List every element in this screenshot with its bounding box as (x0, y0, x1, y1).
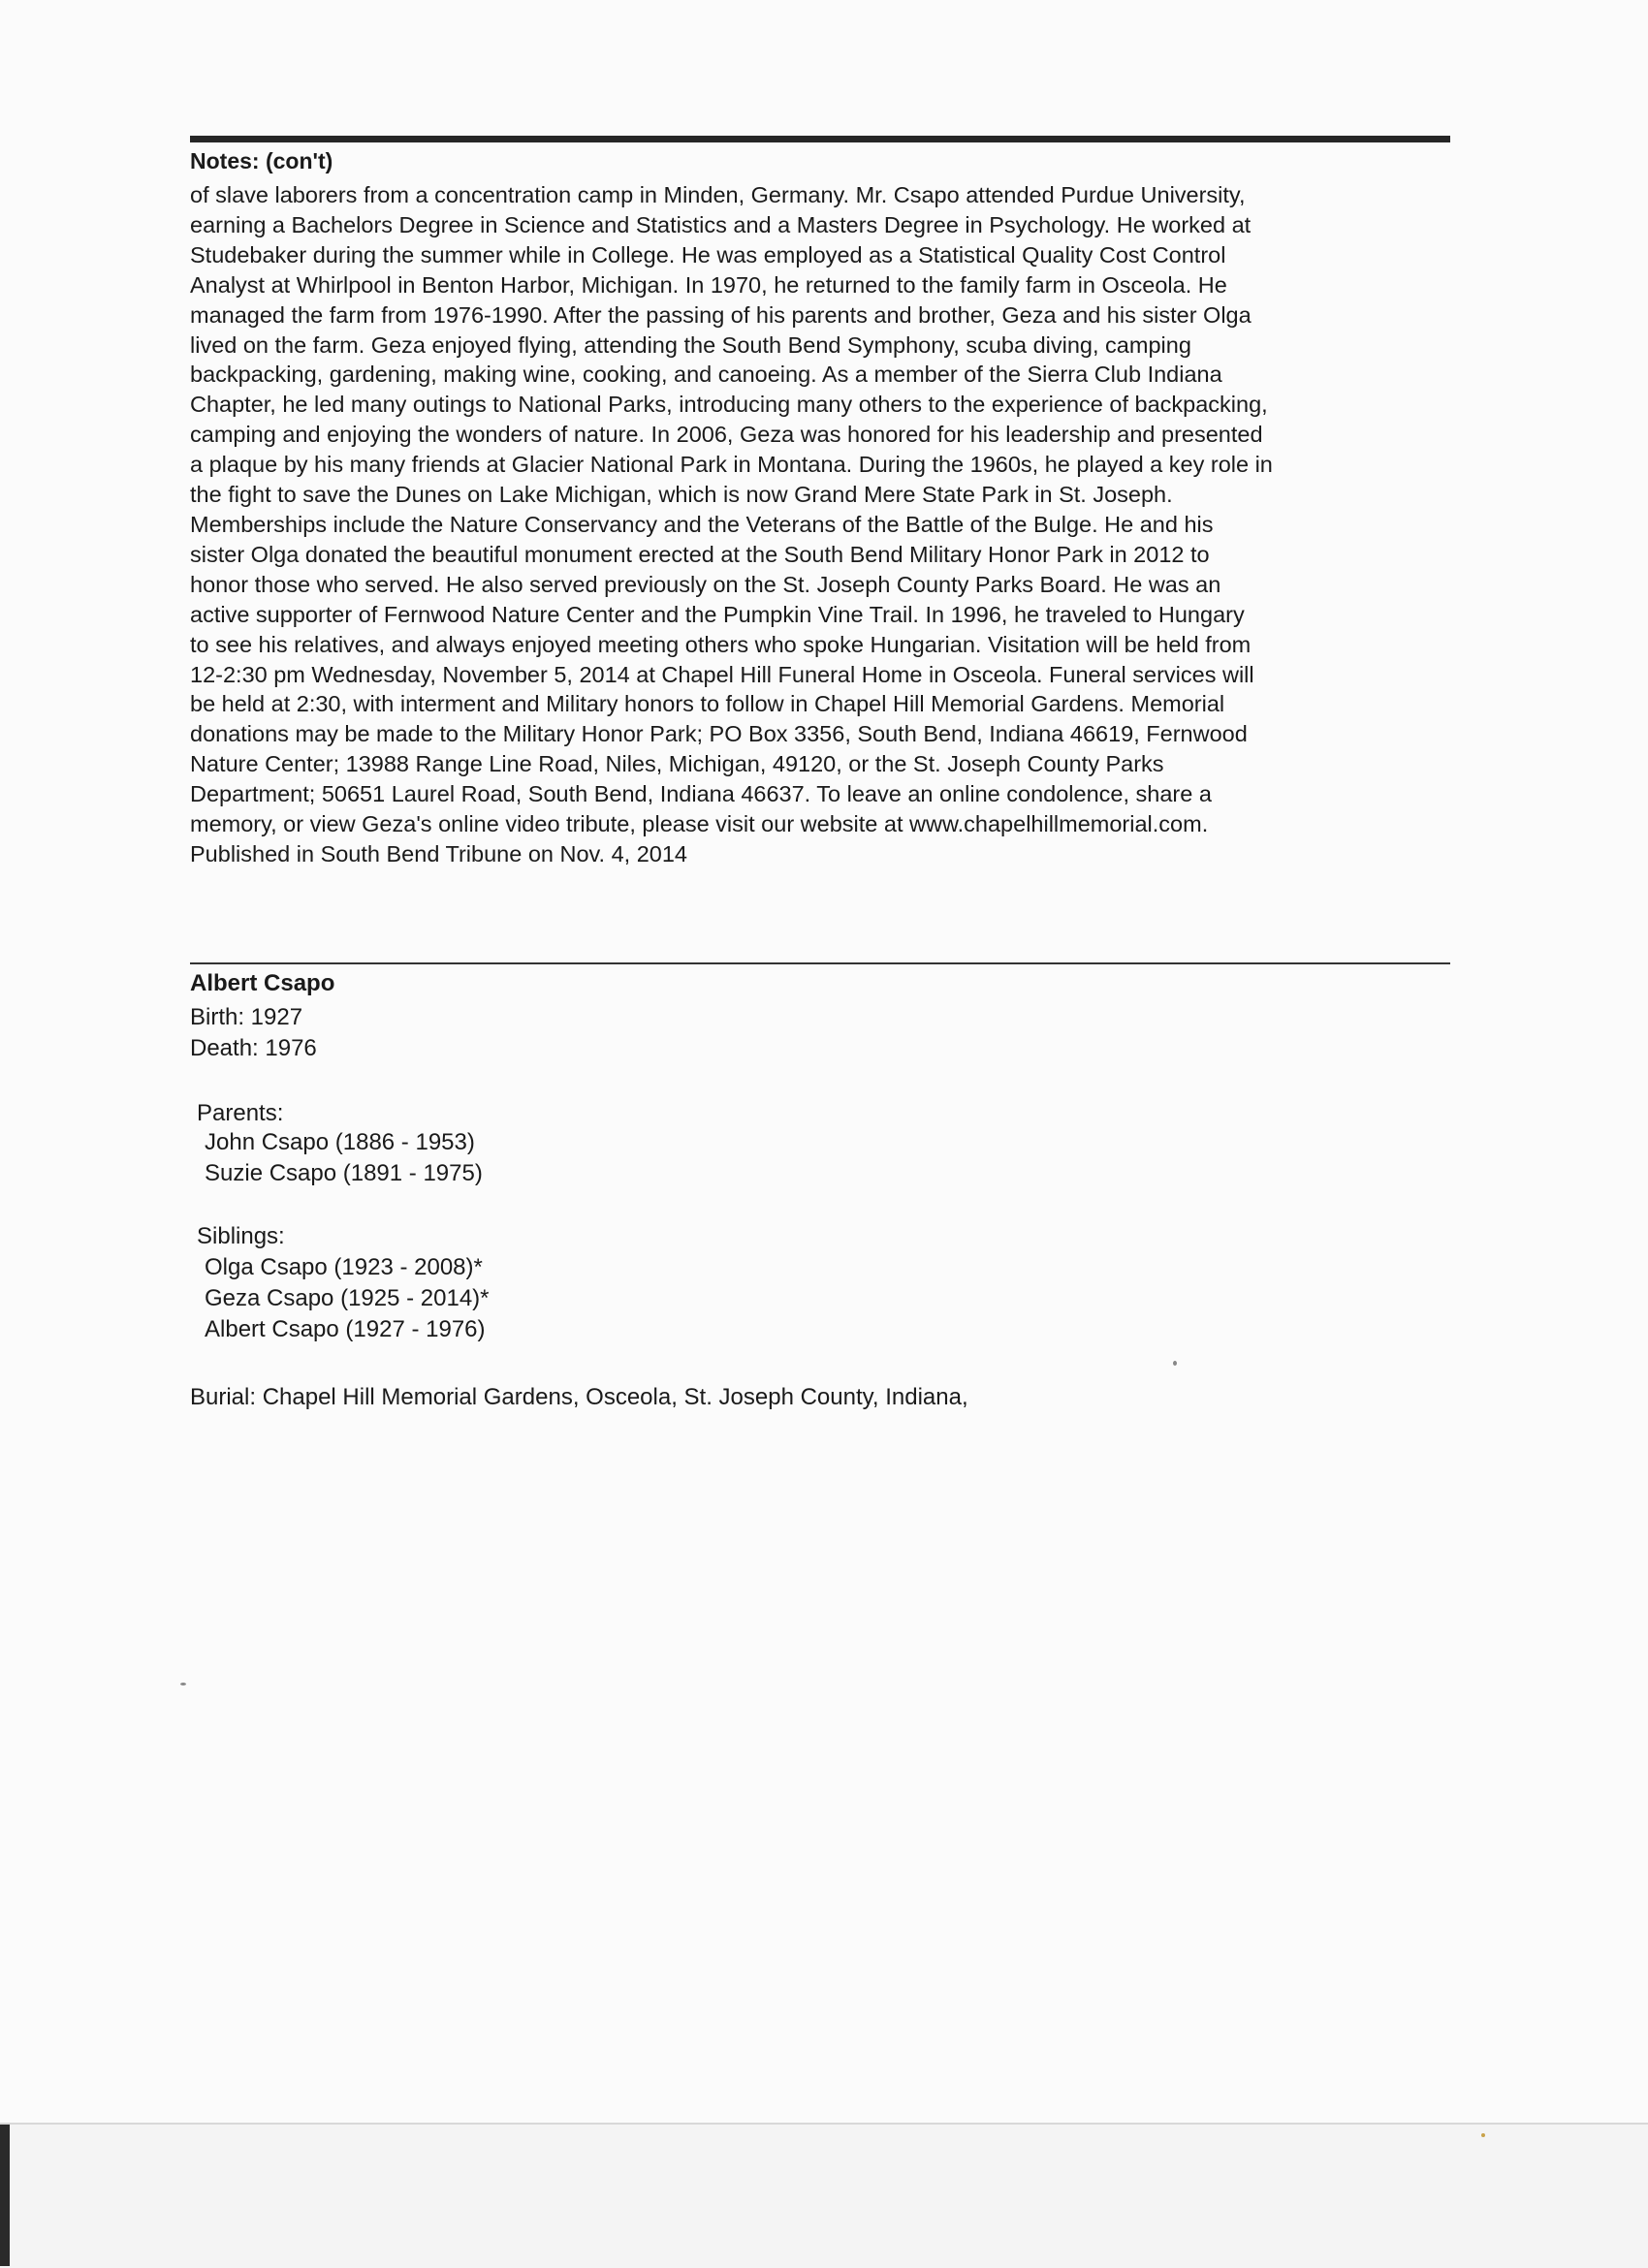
birth-year: Birth: 1927 (190, 1004, 303, 1030)
notes-line: Nature Center; 13988 Range Line Road, Niles, Michigan, 49120, or the St. Joseph County Parks (190, 751, 1164, 777)
notes-heading: Notes: (con't) (190, 148, 333, 173)
sibling-entry: Geza Csapo (1925 - 2014)* (205, 1285, 490, 1311)
notes-line: earning a Bachelors Degree in Science and Statistics and a Masters Degree in Psychology. He worked at (190, 211, 1252, 237)
notes-line: camping and enjoying the wonders of nature. In 2006, Geza was honored for his leadership and presented (190, 422, 1263, 448)
person-name: Albert Csapo (190, 970, 335, 996)
scan-speck (1481, 2133, 1485, 2137)
notes-line: Memberships include the Nature Conservancy and the Veterans of the Battle of the Bulge. He and his (190, 511, 1214, 537)
notes-line: Studebaker during the summer while in College. He was employed as a Statistical Quality Cost Control (190, 241, 1226, 268)
notes-line: active supporter of Fernwood Nature Center and the Pumpkin Vine Trail. In 1996, he traveled to Hungary (190, 601, 1245, 627)
scan-speck (180, 1683, 186, 1685)
section-divider (190, 962, 1450, 964)
top-divider (190, 136, 1450, 142)
notes-line: Department; 50651 Laurel Road, South Bend, Indiana 46637. To leave an online condolence, share a (190, 781, 1212, 807)
notes-line: donations may be made to the Military Honor Park; PO Box 3356, South Bend, Indiana 46619, Fernwood (190, 721, 1248, 747)
notes-line: honor those who served. He also served previously on the St. Joseph County Parks Board. He was an (190, 571, 1221, 597)
notes-line: Chapter, he led many outings to National Parks, introducing many others to the experience of backpacking, (190, 392, 1268, 418)
scan-edge-shadow (0, 2125, 10, 2266)
parents-label: Parents: (197, 1100, 284, 1126)
death-year: Death: 1976 (190, 1035, 317, 1061)
notes-line: backpacking, gardening, making wine, cooking, and canoeing. As a member of the Sierra Club Indiana (190, 362, 1222, 388)
parent-entry: John Csapo (1886 - 1953) (205, 1129, 475, 1155)
notes-line: the fight to save the Dunes on Lake Michigan, which is now Grand Mere State Park in St. Joseph. (190, 482, 1173, 508)
notes-line: to see his relatives, and always enjoyed meeting others who spoke Hungarian. Visitation will be held from (190, 631, 1252, 657)
notes-line: a plaque by his many friends at Glacier National Park in Montana. During the 1960s, he played a key role in (190, 452, 1273, 478)
notes-line: 12-2:30 pm Wednesday, November 5, 2014 at Chapel Hill Funeral Home in Osceola. Funeral services will (190, 661, 1254, 687)
notes-line: memory, or view Geza's online video tribute, please visit our website at www.chapelhillmemorial.com. (190, 811, 1209, 837)
notes-line: lived on the farm. Geza enjoyed flying, attending the South Bend Symphony, scuba diving, camping (190, 331, 1191, 358)
scan-background (0, 2123, 1648, 2268)
burial-info: Burial: Chapel Hill Memorial Gardens, Osceola, St. Joseph County, Indiana, (190, 1384, 968, 1410)
notes-line: of slave laborers from a concentration camp in Minden, Germany. Mr. Csapo attended Purdue University, (190, 182, 1246, 207)
sibling-entry: Olga Csapo (1923 - 2008)* (205, 1254, 483, 1280)
siblings-label: Siblings: (197, 1223, 285, 1249)
notes-line: managed the farm from 1976-1990. After the passing of his parents and brother, Geza and his sister Olga (190, 301, 1252, 328)
notes-line: sister Olga donated the beautiful monument erected at the South Bend Military Honor Park in 2012 to (190, 541, 1210, 567)
notes-line: Published in South Bend Tribune on Nov. 4, 2014 (190, 840, 688, 866)
scan-speck (1173, 1361, 1177, 1366)
notes-line: Analyst at Whirlpool in Benton Harbor, Michigan. In 1970, he returned to the family farm in Osceola. He (190, 271, 1227, 298)
parent-entry: Suzie Csapo (1891 - 1975) (205, 1160, 483, 1186)
notes-body (190, 180, 1460, 869)
sibling-entry: Albert Csapo (1927 - 1976) (205, 1316, 486, 1342)
notes-line: be held at 2:30, with interment and Military honors to follow in Chapel Hill Memorial Gardens. Memorial (190, 691, 1225, 717)
